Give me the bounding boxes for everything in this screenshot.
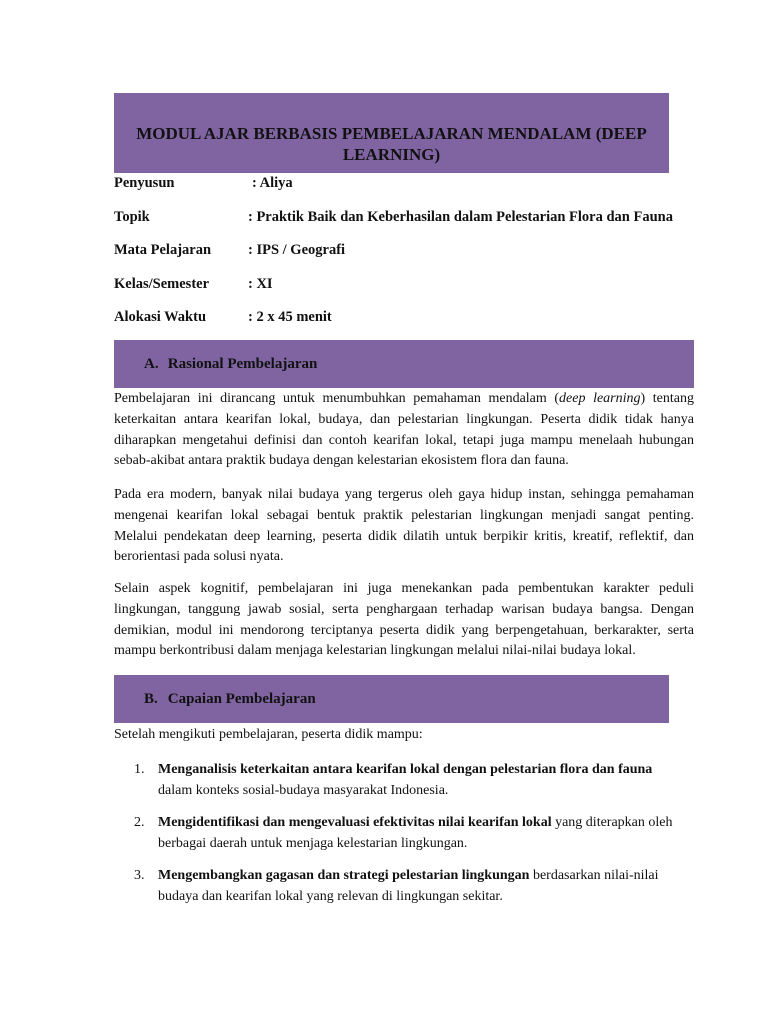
document-title: MODUL AJAR BERBASIS PEMBELAJARAN MENDALAM (DEEP LEARNING) [114,93,669,173]
info-value: : 2 x 45 menit [248,309,332,325]
info-value: : Praktik Baik dan Keberhasilan dalam Pelestarian Flora dan Fauna [248,208,673,225]
info-label: Topik [114,208,150,225]
rasional-paragraph-1 [114,389,694,472]
list-rest-text: dalam konteks sosial-budaya masyarakat Indonesia. [158,782,449,798]
info-row-mata-pelajaran [114,240,714,274]
info-label: Alokasi Waktu [114,309,207,325]
rasional-paragraph-2: Pada era modern, banyak nilai budaya yang tergerus oleh gaya hidup instan, sehingga pemahaman mengenai kearifan lokal sebagai bentuk praktik pelestarian lingkungan menjadi sangat penting. Melalui pendekatan deep learning, peserta didik dilatih untuk berpikir kritis, kreatif, reflektif, dan berorientasi pada solusi nyata. [114,487,694,565]
paragraph-text: Pembelajaran ini dirancang untuk menumbuhkan pemahaman mendalam ( [114,391,560,406]
list-bold-text: Menganalisis keterkaitan antara kearifan lokal dengan pelestarian flora dan fauna [158,762,653,777]
emphasis-text: deep learning [559,391,641,406]
list-number: 1. [134,762,145,777]
list-rest-text: yang diterapkan oleh berbagai daerah untuk menjaga kelestarian lingkungan. [158,815,673,851]
list-number: 2. [134,815,145,830]
list-text [158,866,688,908]
section-letter: B. [144,691,158,707]
paragraph-text: ) tentang keterkaitan antara kearifan lokal, budaya, dan pelestarian lingkungan. Peserta didik tidak hanya diharapkan mengetahui definisi dan contoh kearifan lokal, tetapi juga mampu menelaah hubungan sebab-akibat antara praktik budaya dengan kelestarian ekosistem flora dan fauna. [114,391,694,469]
info-row-penyusun [114,173,714,207]
list-bold-text: Mengembangkan gagasan dan strategi pelestarian lingkungan [158,868,530,883]
module-info-list [114,173,714,341]
capaian-intro: Setelah mengikuti pembelajaran, peserta didik mampu: [114,727,423,742]
list-text [158,813,688,855]
list-text [158,760,688,802]
info-row-topik [114,207,714,241]
section-title: Rasional Pembelajaran [167,356,318,372]
info-label: Penyusun [114,175,175,191]
info-label: Kelas/Semester [114,275,210,292]
list-rest-text: berdasarkan nilai-nilai budaya dan kearifan lokal yang relevan di lingkungan sekitar. [158,868,659,904]
info-value: : XI [248,275,273,292]
section-letter: A. [144,356,159,372]
rasional-paragraph-3: Selain aspek kognitif, pembelajaran ini juga menekankan pada pembentukan karakter peduli lingkungan, tanggung jawab sosial, serta penghargaan terhadap warisan budaya bangsa. Dengan demikian, modul ini mendorong terciptanya peserta didik yang berpengetahuan, berkarakter, serta mampu berkontribusi dalam menjaga kelestarian lingkungan melalui nilai-nilai budaya lokal. [114,581,694,659]
section-heading-capaian [114,675,669,723]
info-value: : Aliya [252,175,293,191]
info-value: : IPS / Geografi [248,242,346,258]
list-number: 3. [134,868,145,883]
info-row-kelas-semester [114,274,714,308]
section-title: Capaian Pembelajaran [167,691,316,707]
info-label: Mata Pelajaran [114,242,212,258]
list-bold-text: Mengidentifikasi dan mengevaluasi efektivitas nilai kearifan lokal [158,815,552,830]
section-heading-rasional [114,340,694,388]
info-row-alokasi-waktu [114,307,714,341]
